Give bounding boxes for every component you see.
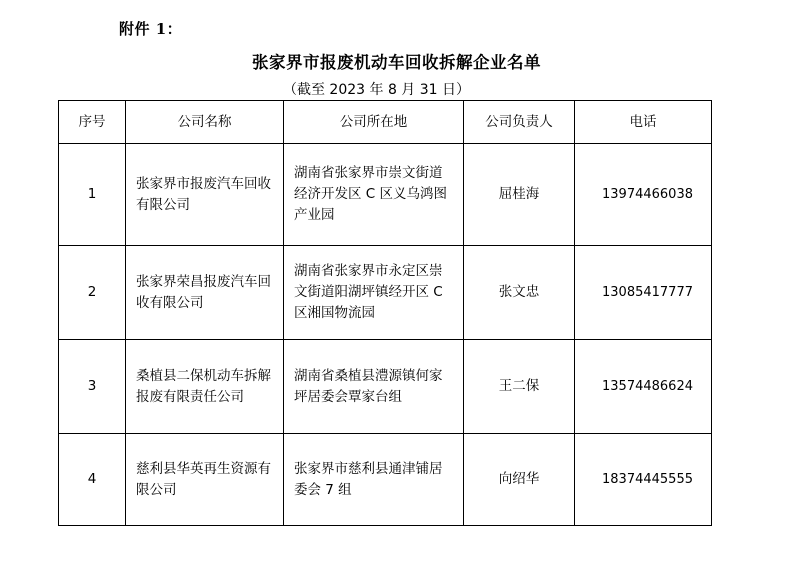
company-table	[58, 100, 712, 526]
header-phone: 电话	[575, 101, 712, 144]
row-manager: 屈桂海	[464, 144, 575, 246]
row-company: 张家界荣昌报废汽车回收有限公司	[126, 246, 284, 340]
document-subtitle: （截至 2023 年 8 月 31 日）	[282, 82, 471, 98]
attachment-label: 附件 1：	[119, 20, 183, 38]
table-row	[59, 144, 712, 246]
row-address: 张家界市慈利县通津铺居委会 7 组	[284, 434, 464, 526]
table-row	[59, 246, 712, 340]
table-row	[59, 340, 712, 434]
row-phone: 13974466038	[575, 144, 712, 246]
row-phone: 18374445555	[575, 434, 712, 526]
row-company: 张家界市报废汽车回收有限公司	[126, 144, 284, 246]
row-company: 桑植县二保机动车拆解报废有限责任公司	[126, 340, 284, 434]
header-address: 公司所在地	[284, 101, 464, 144]
row-index: 3	[59, 340, 126, 434]
row-phone: 13085417777	[575, 246, 712, 340]
row-address: 湖南省张家界市永定区崇文街道阳湖坪镇经开区 C 区湘国物流园	[284, 246, 464, 340]
row-index: 4	[59, 434, 126, 526]
row-index: 1	[59, 144, 126, 246]
row-manager: 向绍华	[464, 434, 575, 526]
table-row	[59, 434, 712, 526]
header-manager: 公司负责人	[464, 101, 575, 144]
row-manager: 王二保	[464, 340, 575, 434]
row-address: 湖南省桑植县澧源镇何家坪居委会覃家台组	[284, 340, 464, 434]
header-index: 序号	[59, 101, 126, 144]
document-title: 张家界市报废机动车回收拆解企业名单	[252, 53, 541, 72]
row-address: 湖南省张家界市崇文街道经济开发区 C 区义乌鸿图产业园	[284, 144, 464, 246]
row-phone: 13574486624	[575, 340, 712, 434]
row-company: 慈利县华英再生资源有限公司	[126, 434, 284, 526]
row-manager: 张文忠	[464, 246, 575, 340]
header-company: 公司名称	[126, 101, 284, 144]
row-index: 2	[59, 246, 126, 340]
table-header-row	[59, 101, 712, 144]
